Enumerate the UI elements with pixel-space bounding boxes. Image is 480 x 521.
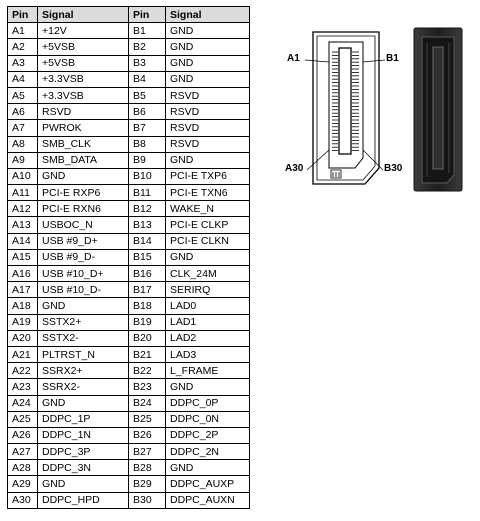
- signal-a-cell: GND: [38, 168, 129, 184]
- signal-b-cell: PCI-E CLKP: [166, 217, 250, 233]
- table-row: [8, 23, 250, 39]
- signal-a-cell: SSRX2+: [38, 363, 129, 379]
- table-row: [8, 120, 250, 136]
- label-b30: B30: [384, 163, 403, 174]
- table-row: [8, 314, 250, 330]
- pin-b-cell: B22: [129, 363, 166, 379]
- table-row: [8, 55, 250, 71]
- pin-a-cell: A28: [8, 460, 38, 476]
- table-row: [8, 411, 250, 427]
- table-row: [8, 427, 250, 443]
- signal-a-cell: SSTX2+: [38, 314, 129, 330]
- signal-b-cell: GND: [166, 460, 250, 476]
- pin-a-cell: A23: [8, 379, 38, 395]
- pin-a-cell: A20: [8, 330, 38, 346]
- signal-b-cell: LAD1: [166, 314, 250, 330]
- signal-a-cell: USB #10_D-: [38, 282, 129, 298]
- signal-b-cell: GND: [166, 249, 250, 265]
- table-row: [8, 298, 250, 314]
- signal-b-cell: L_FRAME: [166, 363, 250, 379]
- pin-b-cell: B21: [129, 346, 166, 362]
- signal-a-cell: SSTX2-: [38, 330, 129, 346]
- signal-a-cell: PCI-E RXP6: [38, 185, 129, 201]
- signal-b-cell: DDPC_0P: [166, 395, 250, 411]
- table-row: [8, 233, 250, 249]
- header-signal-b: Signal: [166, 7, 250, 23]
- pin-b-cell: B27: [129, 444, 166, 460]
- pin-a-cell: A16: [8, 266, 38, 282]
- signal-a-cell: DDPC_3N: [38, 460, 129, 476]
- signal-a-cell: PWROK: [38, 120, 129, 136]
- signal-b-cell: WAKE_N: [166, 201, 250, 217]
- signal-a-cell: PLTRST_N: [38, 346, 129, 362]
- signal-b-cell: GND: [166, 55, 250, 71]
- pin-b-cell: B19: [129, 314, 166, 330]
- pin-b-cell: B15: [129, 249, 166, 265]
- pin-b-cell: B25: [129, 411, 166, 427]
- pin-a-cell: A11: [8, 185, 38, 201]
- signal-b-cell: DDPC_AUXN: [166, 492, 250, 508]
- table-row: [8, 185, 250, 201]
- signal-a-cell: GND: [38, 476, 129, 492]
- signal-a-cell: DDPC_3P: [38, 444, 129, 460]
- signal-a-cell: +5VSB: [38, 55, 129, 71]
- table-row: [8, 395, 250, 411]
- connector-diagram: [285, 22, 405, 202]
- signal-a-cell: +12V: [38, 23, 129, 39]
- table-row: [8, 444, 250, 460]
- signal-a-cell: +3.3VSB: [38, 71, 129, 87]
- signal-a-cell: USB #10_D+: [38, 266, 129, 282]
- pin-b-cell: B17: [129, 282, 166, 298]
- pin-a-cell: A9: [8, 152, 38, 168]
- signal-b-cell: RSVD: [166, 136, 250, 152]
- pin-b-cell: B9: [129, 152, 166, 168]
- table-row: [8, 87, 250, 103]
- table-row: [8, 104, 250, 120]
- pin-b-cell: B29: [129, 476, 166, 492]
- pin-b-cell: B8: [129, 136, 166, 152]
- pin-b-cell: B13: [129, 217, 166, 233]
- pin-b-cell: B23: [129, 379, 166, 395]
- table-row: [8, 152, 250, 168]
- signal-b-cell: GND: [166, 71, 250, 87]
- pin-a-cell: A13: [8, 217, 38, 233]
- table-row: [8, 217, 250, 233]
- signal-b-cell: GND: [166, 379, 250, 395]
- signal-b-cell: DDPC_AUXP: [166, 476, 250, 492]
- pin-a-cell: A17: [8, 282, 38, 298]
- table-row: [8, 136, 250, 152]
- signal-a-cell: USBOC_N: [38, 217, 129, 233]
- pin-a-cell: A24: [8, 395, 38, 411]
- pin-a-cell: A15: [8, 249, 38, 265]
- signal-a-cell: +5VSB: [38, 39, 129, 55]
- signal-b-cell: GND: [166, 152, 250, 168]
- label-a30: A30: [285, 163, 304, 174]
- signal-b-cell: DDPC_0N: [166, 411, 250, 427]
- table-row: [8, 201, 250, 217]
- table-row: [8, 379, 250, 395]
- table-row: [8, 492, 250, 508]
- pin-a-cell: A2: [8, 39, 38, 55]
- header-pin-a: Pin: [8, 7, 38, 23]
- signal-a-cell: SSRX2-: [38, 379, 129, 395]
- pin-b-cell: B18: [129, 298, 166, 314]
- table-row: [8, 71, 250, 87]
- header-pin-b: Pin: [129, 7, 166, 23]
- pin-b-cell: B28: [129, 460, 166, 476]
- pin-a-cell: A21: [8, 346, 38, 362]
- table-row: [8, 39, 250, 55]
- signal-b-cell: RSVD: [166, 87, 250, 103]
- pin-b-cell: B30: [129, 492, 166, 508]
- pin-a-cell: A8: [8, 136, 38, 152]
- signal-b-cell: DDPC_2P: [166, 427, 250, 443]
- pin-a-cell: A30: [8, 492, 38, 508]
- header-signal-a: Signal: [38, 7, 129, 23]
- pin-a-cell: A27: [8, 444, 38, 460]
- pin-b-cell: B7: [129, 120, 166, 136]
- signal-b-cell: DDPC_2N: [166, 444, 250, 460]
- table-row: [8, 168, 250, 184]
- pin-a-cell: A22: [8, 363, 38, 379]
- pin-a-cell: A6: [8, 104, 38, 120]
- pin-a-cell: A26: [8, 427, 38, 443]
- pin-a-cell: A3: [8, 55, 38, 71]
- pin-b-cell: B2: [129, 39, 166, 55]
- label-b1: B1: [386, 53, 399, 64]
- pin-a-cell: A12: [8, 201, 38, 217]
- pin-a-cell: A25: [8, 411, 38, 427]
- pin-b-cell: B26: [129, 427, 166, 443]
- pin-b-cell: B11: [129, 185, 166, 201]
- connector-photo: [413, 27, 463, 192]
- pin-b-cell: B5: [129, 87, 166, 103]
- table-row: [8, 249, 250, 265]
- signal-b-cell: PCI-E CLKN: [166, 233, 250, 249]
- table-row: [8, 460, 250, 476]
- table-header-row: [8, 7, 250, 23]
- signal-a-cell: SMB_CLK: [38, 136, 129, 152]
- signal-b-cell: SERIRQ: [166, 282, 250, 298]
- signal-b-cell: LAD3: [166, 346, 250, 362]
- pin-assignment-table: [7, 6, 250, 509]
- signal-a-cell: USB #9_D+: [38, 233, 129, 249]
- signal-b-cell: RSVD: [166, 120, 250, 136]
- table-row: [8, 346, 250, 362]
- signal-a-cell: USB #9_D-: [38, 249, 129, 265]
- signal-a-cell: DDPC_1P: [38, 411, 129, 427]
- pin-a-cell: A14: [8, 233, 38, 249]
- table-row: [8, 266, 250, 282]
- signal-a-cell: RSVD: [38, 104, 129, 120]
- signal-b-cell: CLK_24M: [166, 266, 250, 282]
- pin-b-cell: B20: [129, 330, 166, 346]
- pin-a-cell: A19: [8, 314, 38, 330]
- pin-a-cell: A18: [8, 298, 38, 314]
- pin-b-cell: B6: [129, 104, 166, 120]
- signal-b-cell: GND: [166, 39, 250, 55]
- pin-b-cell: B3: [129, 55, 166, 71]
- connector-photo-image: [413, 27, 463, 192]
- pin-a-cell: A5: [8, 87, 38, 103]
- pin-b-cell: B4: [129, 71, 166, 87]
- table-row: [8, 476, 250, 492]
- label-a1: A1: [287, 53, 300, 64]
- signal-a-cell: PCI-E RXN6: [38, 201, 129, 217]
- signal-b-cell: PCI-E TXN6: [166, 185, 250, 201]
- signal-b-cell: RSVD: [166, 104, 250, 120]
- pin-a-cell: A7: [8, 120, 38, 136]
- pin-a-cell: A10: [8, 168, 38, 184]
- pin-b-cell: B12: [129, 201, 166, 217]
- signal-a-cell: DDPC_1N: [38, 427, 129, 443]
- pin-a-cell: A29: [8, 476, 38, 492]
- pin-b-cell: B24: [129, 395, 166, 411]
- pin-b-cell: B10: [129, 168, 166, 184]
- pin-b-cell: B16: [129, 266, 166, 282]
- signal-a-cell: DDPC_HPD: [38, 492, 129, 508]
- pin-a-cell: A1: [8, 23, 38, 39]
- signal-a-cell: GND: [38, 395, 129, 411]
- signal-a-cell: GND: [38, 298, 129, 314]
- table-row: [8, 363, 250, 379]
- table-row: [8, 282, 250, 298]
- signal-b-cell: LAD2: [166, 330, 250, 346]
- signal-a-cell: SMB_DATA: [38, 152, 129, 168]
- pin-a-cell: A4: [8, 71, 38, 87]
- pin-b-cell: B14: [129, 233, 166, 249]
- signal-b-cell: LAD0: [166, 298, 250, 314]
- signal-a-cell: +3.3VSB: [38, 87, 129, 103]
- table-row: [8, 330, 250, 346]
- signal-b-cell: GND: [166, 23, 250, 39]
- pin-b-cell: B1: [129, 23, 166, 39]
- connector-outline-drawing: [285, 22, 405, 202]
- signal-b-cell: PCI-E TXP6: [166, 168, 250, 184]
